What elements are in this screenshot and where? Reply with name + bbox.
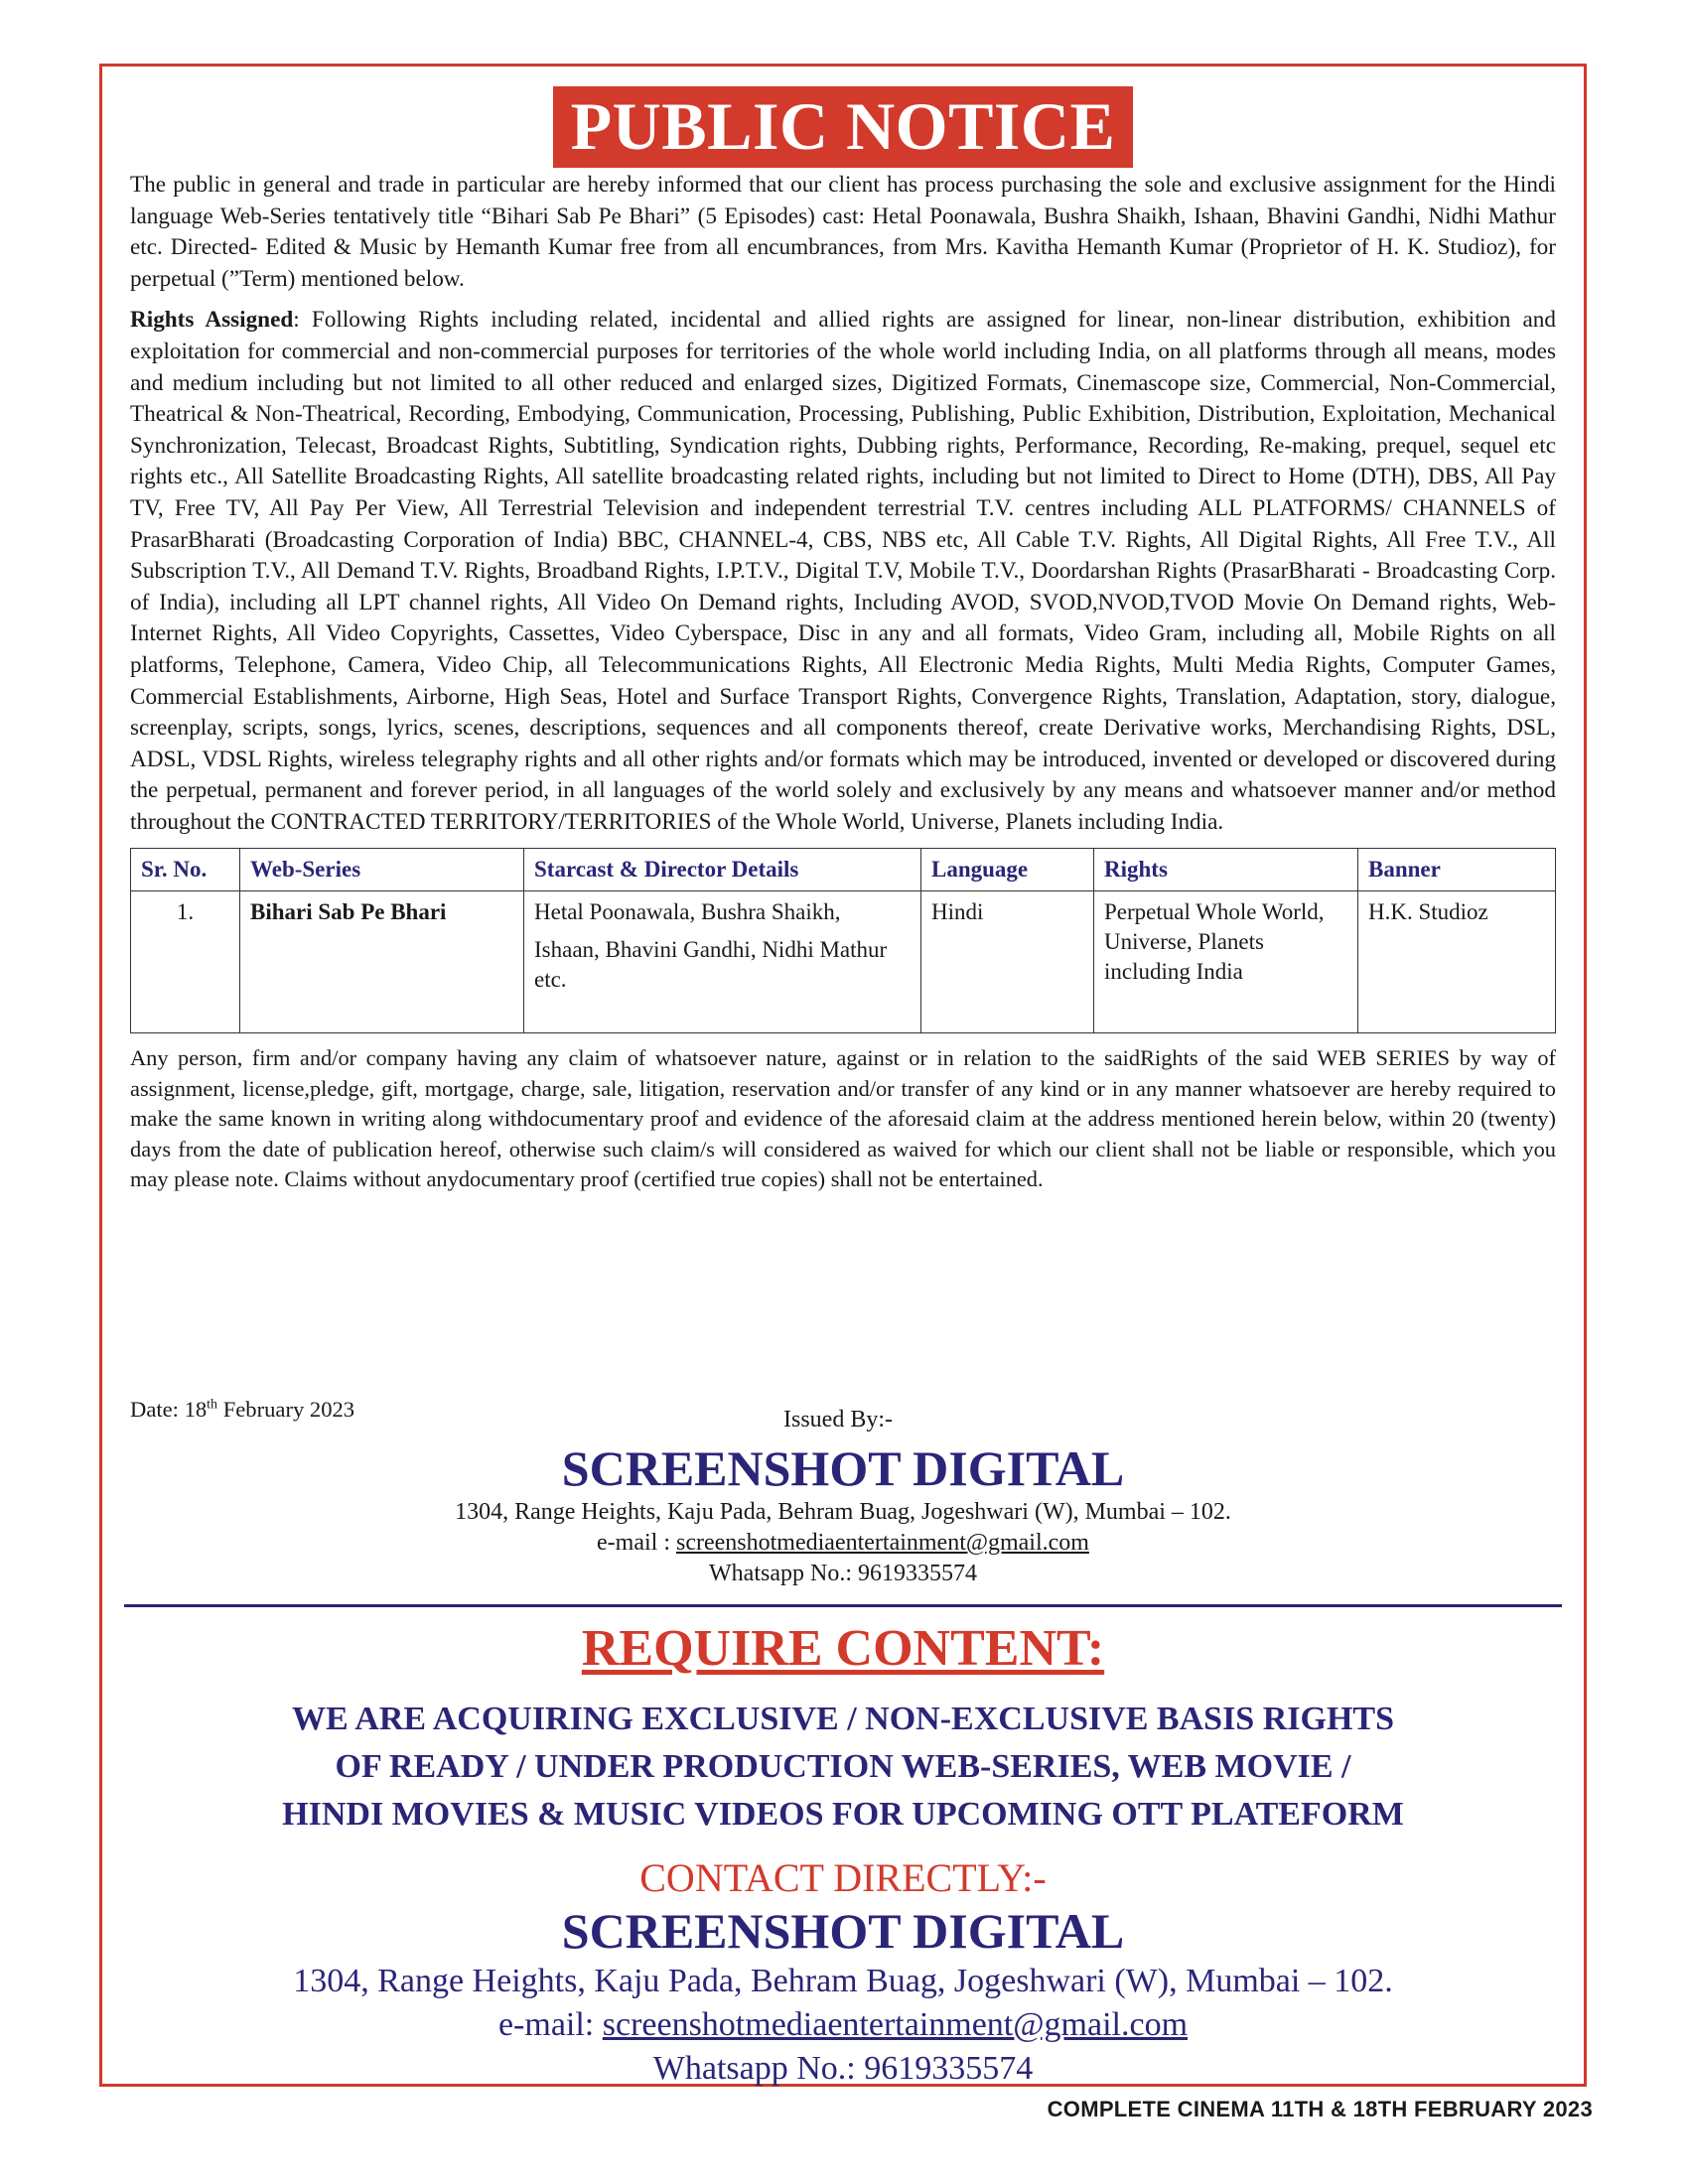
require-line-3: HINDI MOVIES & MUSIC VIDEOS FOR UPCOMING OTT PLATEFORM: [282, 1796, 1404, 1833]
contact-company: SCREENSHOT DIGITAL: [561, 1903, 1125, 1959]
cell-sr-no: 1.: [131, 891, 240, 1033]
rights-label: Rights Assigned: [130, 307, 294, 334]
require-content-block: [102, 1618, 1584, 2091]
contact-address: 1304, Range Heights, Kaju Pada, Behram Buag, Jogeshwari (W), Mumbai – 102.: [293, 1963, 1393, 1999]
require-line-2: OF READY / UNDER PRODUCTION WEB-SERIES, WEB MOVIE /: [335, 1748, 1351, 1785]
notice-title: PUBLIC NOTICE: [553, 86, 1134, 168]
contact-heading: CONTACT DIRECTLY:-: [639, 1855, 1047, 1900]
starcast-line-2: Ishaan, Bhavini Gandhi, Nidhi Mathur etc.: [534, 937, 888, 993]
date-sup: th: [207, 1397, 218, 1413]
issuer-email-link[interactable]: screenshotmediaentertainment@gmail.com: [676, 1530, 1089, 1556]
table-header-row: [131, 849, 1556, 891]
contact-whatsapp: Whatsapp No.: 9619335574: [652, 2050, 1034, 2087]
issued-by-block: [102, 1407, 1584, 1589]
header-rights: Rights: [1094, 849, 1358, 891]
header-web-series: Web-Series: [240, 849, 524, 891]
cell-starcast: [524, 891, 921, 1033]
rights-paragraph: [130, 305, 1556, 838]
notice-frame: [99, 64, 1587, 2087]
issuer-email-line: [102, 1528, 1584, 1559]
issued-by-label: Issued By:-: [783, 1407, 893, 1433]
starcast-line-1: Hetal Poonawala, Bushra Shaikh,: [534, 899, 841, 925]
claim-paragraph: Any person, firm and/or company having any claim of whatsoever nature, against or in relation to the saidRights of the said WEB SERIES by way of assignment, license,pledge, gift, mortgage, charge, sale, litigation, reservation and/or transfer of any kind or in any manner whatsoever are hereby required to make the same known in writing along withdocumentary proof and evidence of the aforesaid claim at the address mentioned herein below, within 20 (twenty) days from the date of publication hereof, otherwise such claim/s will considered as waived for which our client shall not be liable or responsible, which you may please note. Claims without anydocumentary proof (certified true copies) shall not be entertained.: [130, 1045, 1556, 1192]
cell-web-series: [240, 891, 524, 1033]
intro-paragraph: The public in general and trade in particular are hereby informed that our client has process purchasing the sole and exclusive assignment for the Hindi language Web-Series tentatively title “Bihari Sab Pe Bhari” (5 Episodes) cast: Hetal Poonawala, Bushra Shaikh, Ishaan, Bhavini Gandhi, Nidhi Mathur etc. Directed- Edited & Music by Hemanth Kumar free from all encumbrances, from Mrs. Kavitha Hemanth Kumar (Proprietor of H. K. Studioz), for perpetual (”Term) mentioned below.: [130, 172, 1556, 292]
issuer-company: SCREENSHOT DIGITAL: [561, 1440, 1125, 1496]
contact-email-label: e-mail:: [497, 2006, 603, 2043]
publication-footer: COMPLETE CINEMA 11TH & 18TH FEBRUARY 2023: [1047, 2097, 1593, 2121]
date-suffix: February 2023: [217, 1397, 355, 1422]
cell-banner: H.K. Studioz: [1358, 891, 1556, 1033]
notice-content: [130, 170, 1556, 1195]
issuer-whatsapp: Whatsapp No.: 9619335574: [709, 1561, 977, 1586]
table-row: [131, 891, 1556, 1033]
issuer-email-label: e-mail :: [597, 1530, 676, 1556]
issuer-address: 1304, Range Heights, Kaju Pada, Behram Buag, Jogeshwari (W), Mumbai – 102.: [455, 1499, 1231, 1525]
contact-email-link[interactable]: screenshotmediaentertainment@gmail.com: [602, 2006, 1189, 2043]
contact-email-line: [102, 2003, 1584, 2047]
require-line-1: WE ARE ACQUIRING EXCLUSIVE / NON-EXCLUSIVE BASIS RIGHTS: [292, 1701, 1394, 1737]
require-body: [102, 1696, 1584, 1839]
section-divider: [124, 1604, 1562, 1607]
header-banner: Banner: [1358, 849, 1556, 891]
cell-rights: Perpetual Whole World, Universe, Planets including India: [1094, 891, 1358, 1033]
cell-language: Hindi: [921, 891, 1094, 1033]
rights-table: [130, 848, 1556, 1033]
web-series-name: Bihari Sab Pe Bhari: [250, 899, 447, 925]
header-language: Language: [921, 849, 1094, 891]
rights-text: : Following Rights including related, incidental and allied rights are assigned for linear, non-linear distribution, exhibition and exploitation for commercial and non-commercial purposes for territories of the whole world including India, on all platforms through all means, modes and medium including but not limited to all other reduced and enlarged sizes, Digitized Formats, Cinemascope size, Commercial, Non-Commercial, Theatrical & Non-Theatrical, Recording, Embodying, Communication, Processing, Publishing, Public Exhibition, Distribution, Exploitation, Mechanical Synchronization, Telecast, Broadcast Rights, Subtitling, Syndication rights, Dubbing rights, Performance, Recording, Re-making, prequel, sequel etc rights etc., All Satellite Broadcasting Rights, All satellite broadcasting related rights, including but not limited to Direct to Home (DTH), DBS, All Pay TV, Free TV, All Pay Per View, All Terrestrial Television and independent terrestrial T.V. centres including ALL PLATFORMS/ CHANNELS of PrasarBharati (Broadcasting Corporation of India) BBC, CHANNEL-4, CBS, NBS etc, All Cable T.V. Rights, All Digital Rights, All Free T.V., All Subscription T.V., All Demand T.V. Rights, Broadband Rights, I.P.T.V., Digital T.V, Mobile T.V., Doordarshan Rights (PrasarBharati - Broadcasting Corp. of India), including all LPT channel rights, All Video On Demand rights, Including AVOD, SVOD,NVOD,TVOD Movie On Demand rights, Web- Internet Rights, All Video Copyrights, Cassettes, Video Cyberspace, Disc in any and all formats, Video Gram, including all, Mobile Rights on all platforms, Telephone, Camera, Video Chip, all Telecommunications Rights, All Electronic Media Rights, Multi Media Rights, Computer Games, Commercial Establishments, Airborne, High Seas, Hotel and Surface Transport Rights, Convergence Rights, Translation, Adaptation, story, dialogue, screenplay, scripts, songs, lyrics, scenes, descriptions, sequences and all components thereof, create Derivative works, Merchandising Rights, DSL, ADSL, VDSL Rights, wireless telegraphy rights and all other rights and/or formats which may be introduced, invented or developed or discovered during the perpetual, permanent and forever period, in all languages of the world solely and exclusively by any means and whatsoever manner and/or method throughout the CONTRACTED TERRITORY/TERRITORIES of the Whole World, Universe, Planets including India.: [130, 307, 1556, 835]
title-wrap: [102, 86, 1584, 168]
header-starcast: Starcast & Director Details: [524, 849, 921, 891]
date-prefix: Date: 18: [130, 1397, 208, 1422]
require-heading: REQUIRE CONTENT:: [581, 1620, 1105, 1677]
header-sr-no: Sr. No.: [131, 849, 240, 891]
